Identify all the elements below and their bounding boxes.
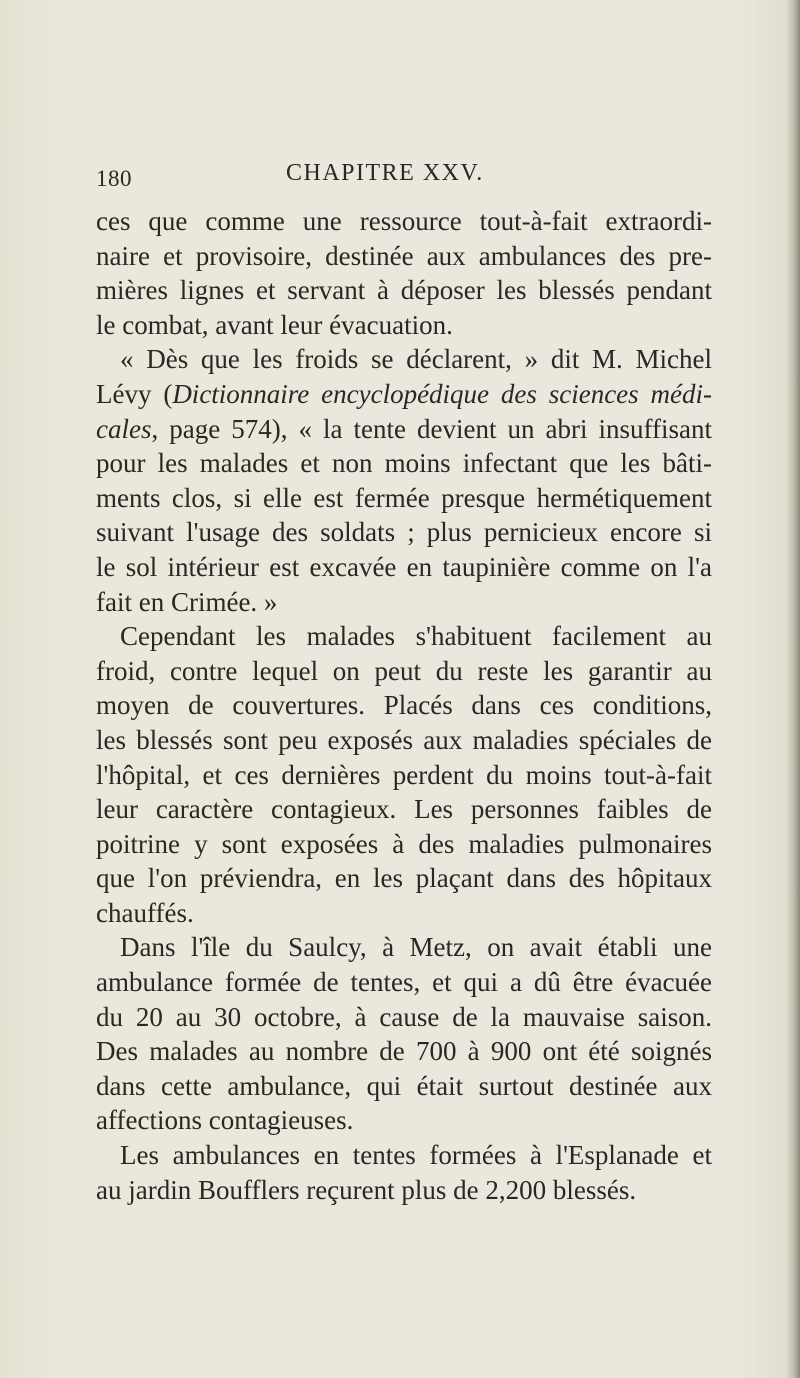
running-head: CHAPITRE XXV. bbox=[286, 160, 484, 186]
text-line: ces que comme une ressource tout-à-fait extraordi- bbox=[96, 206, 712, 236]
text-line: froid, contre lequel on peut du reste les garantir au bbox=[96, 655, 712, 686]
text-line: mières lignes et servant à déposer les blessés pendant bbox=[96, 275, 712, 306]
text-span: Lévy ( bbox=[96, 378, 173, 409]
text-line: les blessés sont peu exposés aux maladies spéciales de bbox=[96, 724, 712, 755]
text-line: poitrine y sont exposées à des maladies pulmonaires bbox=[96, 828, 712, 859]
text-line: affections contagieuses. bbox=[96, 1105, 354, 1136]
text-line: Des malades au nombre de 700 à 900 ont été soignés bbox=[96, 1036, 712, 1067]
page-edge-shadow bbox=[786, 0, 800, 1378]
text-line: chauffés. bbox=[96, 897, 194, 928]
text-line: l'hôpital, et ces dernières perdent du moins tout-à-fait bbox=[96, 759, 712, 790]
body-text bbox=[96, 204, 712, 1207]
text-line: ambulance formée de tentes, et qui a dû être évacuée bbox=[96, 967, 712, 998]
paragraph-5 bbox=[96, 1138, 712, 1207]
text-line: que l'on préviendra, en les plaçant dans des hôpitaux bbox=[96, 863, 712, 894]
text-line: « Dès que les froids se déclarent, » dit M. Michel bbox=[120, 344, 712, 375]
text-line: du 20 au 30 octobre, à cause de la mauvaise saison. bbox=[96, 1001, 712, 1032]
text-line: Cependant les malades s'habituent facilement au bbox=[120, 621, 712, 652]
paragraph-1 bbox=[96, 204, 712, 342]
paragraph-4 bbox=[96, 930, 712, 1138]
page-number: 180 bbox=[96, 166, 132, 191]
text-line: dans cette ambulance, qui était surtout destinée aux bbox=[96, 1070, 712, 1101]
paragraph-3 bbox=[96, 619, 712, 930]
page-header bbox=[96, 160, 716, 196]
paragraph-2 bbox=[96, 342, 712, 619]
text-line: le sol intérieur est excavée en taupinière comme on l'a bbox=[96, 551, 712, 582]
text-line: au jardin Boufflers reçurent plus de 2,200 blessés. bbox=[96, 1174, 637, 1205]
text-line bbox=[96, 377, 712, 412]
text-line: fait en Crimée. » bbox=[96, 586, 278, 617]
text-line: pour les malades et non moins infectant que les bâti- bbox=[96, 448, 712, 479]
text-line: ments clos, si elle est fermée presque hermétiquement bbox=[96, 482, 712, 513]
book-title-italic: cales bbox=[96, 413, 152, 444]
book-title-italic: Dictionnaire encyclopédique des sciences médi- bbox=[172, 378, 712, 409]
text-line: Les ambulances en tentes formées à l'Esplanade et bbox=[120, 1140, 712, 1171]
text-line: naire et provisoire, destinée aux ambulances des pre- bbox=[96, 240, 712, 271]
text-line: leur caractère contagieux. Les personnes faibles de bbox=[96, 794, 712, 825]
text-span: , page 574), « la tente devient un abri insuffisant bbox=[151, 413, 712, 444]
text-line: Dans l'île du Saulcy, à Metz, on avait établi une bbox=[120, 932, 712, 963]
text-line: le combat, avant leur évacuation. bbox=[96, 309, 453, 340]
text-line: suivant l'usage des soldats ; plus pernicieux encore si bbox=[96, 517, 712, 548]
text-line bbox=[96, 412, 712, 447]
text-line: moyen de couvertures. Placés dans ces conditions, bbox=[96, 690, 712, 721]
